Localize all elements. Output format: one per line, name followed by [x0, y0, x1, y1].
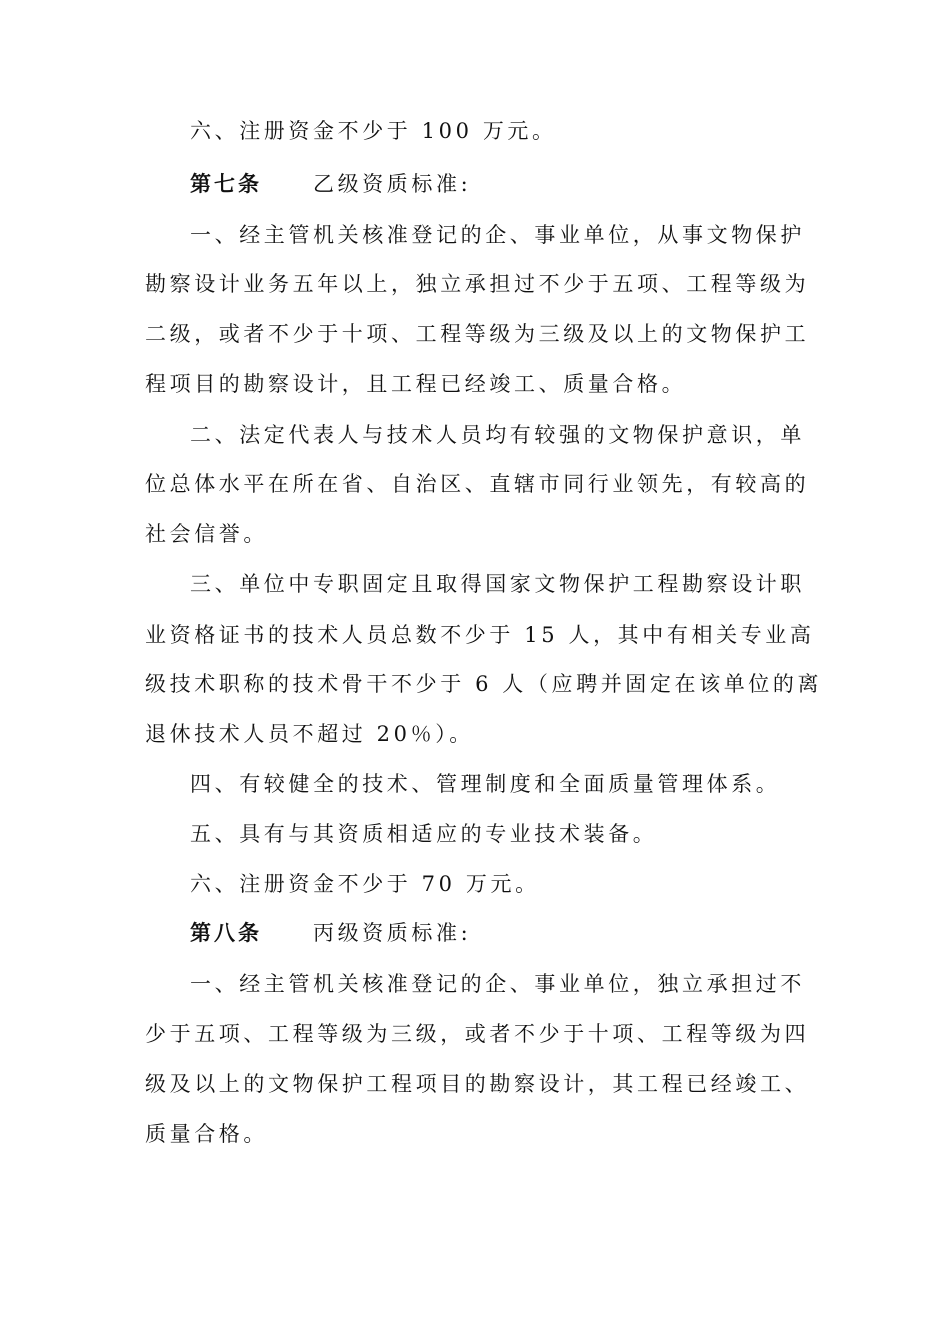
article-8-heading [0, 915, 950, 951]
article-8-number: 第八条 [190, 920, 262, 945]
clause-six-capital-70: 六、注册资金不少于 70 万元。 [190, 872, 540, 896]
paragraph-line: 四、有较健全的技术、管理制度和全面质量管理体系。 [190, 772, 781, 796]
article-8-title: 丙级资质标准: [313, 921, 472, 945]
paragraph-line: 二级，或者不少于十项、工程等级为三级及以上的文物保护工 [145, 322, 810, 346]
clause-six-capital-100: 六、注册资金不少于 100 万元。 [190, 119, 557, 143]
paragraph-line: 少于五项、工程等级为三级，或者不少于十项、工程等级为四 [145, 1022, 810, 1046]
paragraph-line: 社会信誉。 [145, 522, 268, 546]
article-7-title: 乙级资质标准: [313, 172, 472, 196]
paragraph-line: 五、具有与其资质相适应的专业技术装备。 [190, 822, 658, 846]
paragraph-line: 退休技术人员不超过 20％）。 [145, 722, 474, 746]
paragraph-line: 程项目的勘察设计，且工程已经竣工、质量合格。 [145, 372, 687, 396]
paragraph-line: 一、经主管机关核准登记的企、事业单位，独立承担过不 [190, 972, 805, 996]
paragraph-line: 业资格证书的技术人员总数不少于 15 人，其中有相关专业高 [145, 623, 815, 647]
paragraph-line: 位总体水平在所在省、自治区、直辖市同行业领先，有较高的 [145, 472, 810, 496]
paragraph-line: 一、经主管机关核准登记的企、事业单位，从事文物保护 [190, 223, 805, 247]
article-7-number: 第七条 [190, 171, 262, 196]
paragraph-line: 二、法定代表人与技术人员均有较强的文物保护意识，单 [190, 423, 805, 447]
paragraph-line: 三、单位中专职固定且取得国家文物保护工程勘察设计职 [190, 572, 805, 596]
paragraph-line: 质量合格。 [145, 1122, 268, 1146]
paragraph-line: 勘察设计业务五年以上，独立承担过不少于五项、工程等级为 [145, 272, 810, 296]
article-7-heading [0, 166, 950, 202]
paragraph-line: 级技术职称的技术骨干不少于 6 人（应聘并固定在该单位的离 [145, 672, 823, 696]
paragraph-line: 级及以上的文物保护工程项目的勘察设计，其工程已经竣工、 [145, 1072, 810, 1096]
